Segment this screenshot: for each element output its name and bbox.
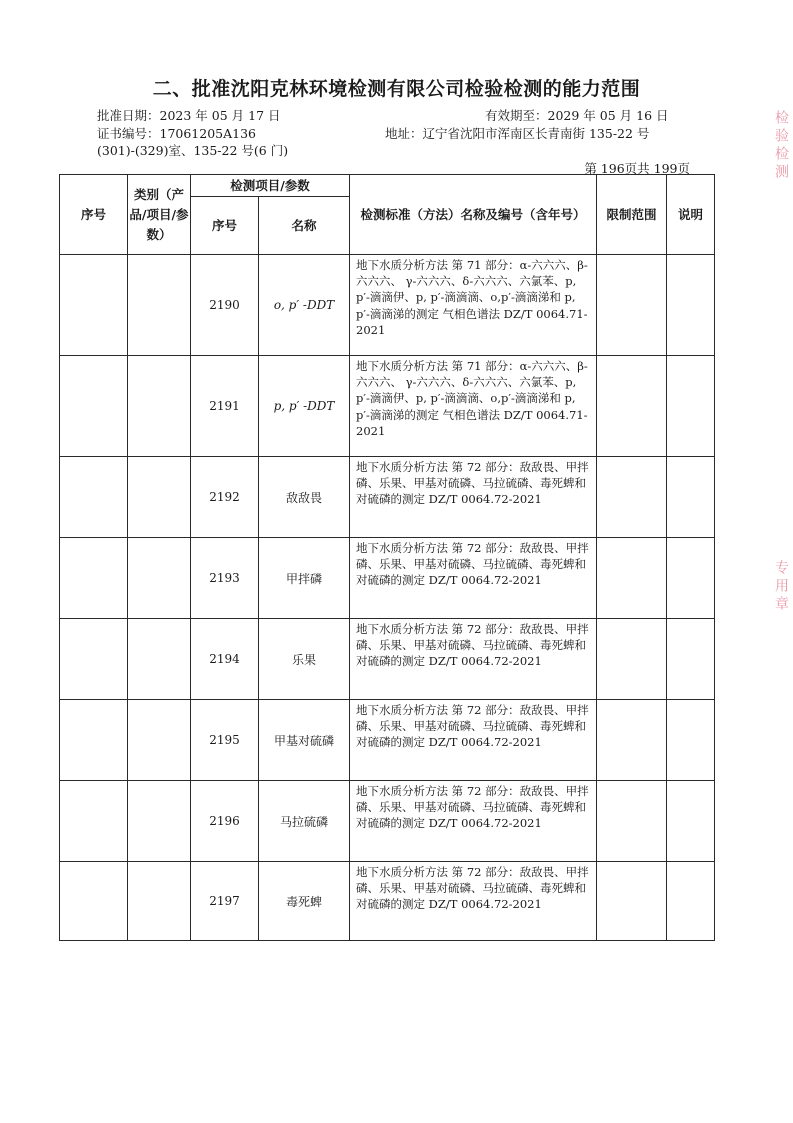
cell-limit — [597, 457, 667, 538]
cell-category — [128, 781, 191, 862]
capability-table — [59, 174, 715, 941]
cell-note — [667, 862, 715, 941]
certificate-number: 证书编号：17061205A136 — [97, 126, 257, 141]
cell-note — [667, 538, 715, 619]
cell-note — [667, 255, 715, 356]
table-row — [60, 781, 715, 862]
cell-seq — [60, 356, 128, 457]
cell-seq — [60, 538, 128, 619]
cell-category — [128, 862, 191, 941]
table-row — [60, 538, 715, 619]
approval-date: 批准日期：2023 年 05 月 17 日 — [97, 108, 281, 123]
cell-item-seq: 2192 — [191, 457, 259, 538]
cell-item-seq: 2193 — [191, 538, 259, 619]
cell-note — [667, 356, 715, 457]
cell-limit — [597, 255, 667, 356]
cell-item-seq: 2196 — [191, 781, 259, 862]
cell-limit — [597, 356, 667, 457]
cell-seq — [60, 700, 128, 781]
cell-seq — [60, 457, 128, 538]
cell-note — [667, 700, 715, 781]
table-row — [60, 862, 715, 941]
cell-item-seq: 2190 — [191, 255, 259, 356]
cell-standard: 地下水质分析方法 第 72 部分：敌敌畏、甲拌磷、乐果、甲基对硫磷、马拉硫磷、毒死蜱和对硫磷的测定 DZ/T 0064.72-2021 — [350, 619, 597, 700]
cell-item-name: 乐果 — [259, 619, 350, 700]
header-seq: 序号 — [60, 175, 128, 255]
cell-limit — [597, 862, 667, 941]
cell-note — [667, 781, 715, 862]
cell-item-seq: 2197 — [191, 862, 259, 941]
cell-note — [667, 457, 715, 538]
cell-limit — [597, 781, 667, 862]
table-row — [60, 700, 715, 781]
cell-item-name: 甲基对硫磷 — [259, 700, 350, 781]
cell-seq — [60, 781, 128, 862]
cell-seq — [60, 619, 128, 700]
cell-standard: 地下水质分析方法 第 72 部分：敌敌畏、甲拌磷、乐果、甲基对硫磷、马拉硫磷、毒死蜱和对硫磷的测定 DZ/T 0064.72-2021 — [350, 862, 597, 941]
cell-item-name: 马拉硫磷 — [259, 781, 350, 862]
cell-item-seq: 2195 — [191, 700, 259, 781]
validity-date: 有效期至：2029 年 05 月 16 日 — [485, 108, 669, 123]
cell-category — [128, 255, 191, 356]
cell-category — [128, 700, 191, 781]
cell-limit — [597, 538, 667, 619]
cell-category — [128, 619, 191, 700]
header-item-name: 名称 — [259, 197, 350, 255]
cell-note — [667, 619, 715, 700]
address-continuation: (301)-(329)室、135-22 号(6 门) — [97, 143, 289, 158]
cell-item-name: p, p′ -DDT — [259, 356, 350, 457]
page-title: 二、批准沈阳克林环境检测有限公司检验检测的能力范围 — [152, 78, 641, 100]
header-item-seq: 序号 — [191, 197, 259, 255]
header-standard: 检测标准（方法）名称及编号（含年号） — [350, 175, 597, 255]
cell-category — [128, 538, 191, 619]
header-category: 类别（产品/项目/参数） — [128, 175, 191, 255]
cell-standard: 地下水质分析方法 第 71 部分：α-六六六、β-六六六、 γ-六六六、δ-六六六、六氯苯、p, p′-滴滴伊、p, p′-滴滴滴、o,p′-滴滴涕和 p, p′-滴滴涕的测定 气相色谱法 DZ/T 0064.71-2021 — [350, 356, 597, 457]
table-row — [60, 356, 715, 457]
cell-item-seq: 2194 — [191, 619, 259, 700]
seal-edge-mark: 检验检测 — [773, 110, 789, 182]
address: 地址：辽宁省沈阳市浑南区长青南街 135-22 号 — [385, 126, 650, 141]
cell-standard: 地下水质分析方法 第 72 部分：敌敌畏、甲拌磷、乐果、甲基对硫磷、马拉硫磷、毒死蜱和对硫磷的测定 DZ/T 0064.72-2021 — [350, 700, 597, 781]
cell-limit — [597, 619, 667, 700]
table-row — [60, 619, 715, 700]
cell-seq — [60, 255, 128, 356]
cell-item-name: 敌敌畏 — [259, 457, 350, 538]
cell-limit — [597, 700, 667, 781]
cell-standard: 地下水质分析方法 第 72 部分：敌敌畏、甲拌磷、乐果、甲基对硫磷、马拉硫磷、毒死蜱和对硫磷的测定 DZ/T 0064.72-2021 — [350, 538, 597, 619]
seal-edge-mark: 专用章 — [773, 560, 789, 614]
table-row — [60, 457, 715, 538]
header-items-group: 检测项目/参数 — [191, 175, 350, 197]
cell-item-name: 甲拌磷 — [259, 538, 350, 619]
cell-category — [128, 457, 191, 538]
cell-category — [128, 356, 191, 457]
cell-standard: 地下水质分析方法 第 72 部分：敌敌畏、甲拌磷、乐果、甲基对硫磷、马拉硫磷、毒死蜱和对硫磷的测定 DZ/T 0064.72-2021 — [350, 457, 597, 538]
page-info: 第 196页共 199页 — [584, 161, 690, 176]
cell-item-seq: 2191 — [191, 356, 259, 457]
table-row — [60, 255, 715, 356]
cell-item-name: 毒死蜱 — [259, 862, 350, 941]
cell-seq — [60, 862, 128, 941]
cell-standard: 地下水质分析方法 第 71 部分：α-六六六、β-六六六、 γ-六六六、δ-六六六、六氯苯、p, p′-滴滴伊、p, p′-滴滴滴、o,p′-滴滴涕和 p, p′-滴滴涕的测定 气相色谱法 DZ/T 0064.71-2021 — [350, 255, 597, 356]
cell-standard: 地下水质分析方法 第 72 部分：敌敌畏、甲拌磷、乐果、甲基对硫磷、马拉硫磷、毒死蜱和对硫磷的测定 DZ/T 0064.72-2021 — [350, 781, 597, 862]
header-note: 说明 — [667, 175, 715, 255]
cell-item-name: o, p′ -DDT — [259, 255, 350, 356]
header-limit: 限制范围 — [597, 175, 667, 255]
